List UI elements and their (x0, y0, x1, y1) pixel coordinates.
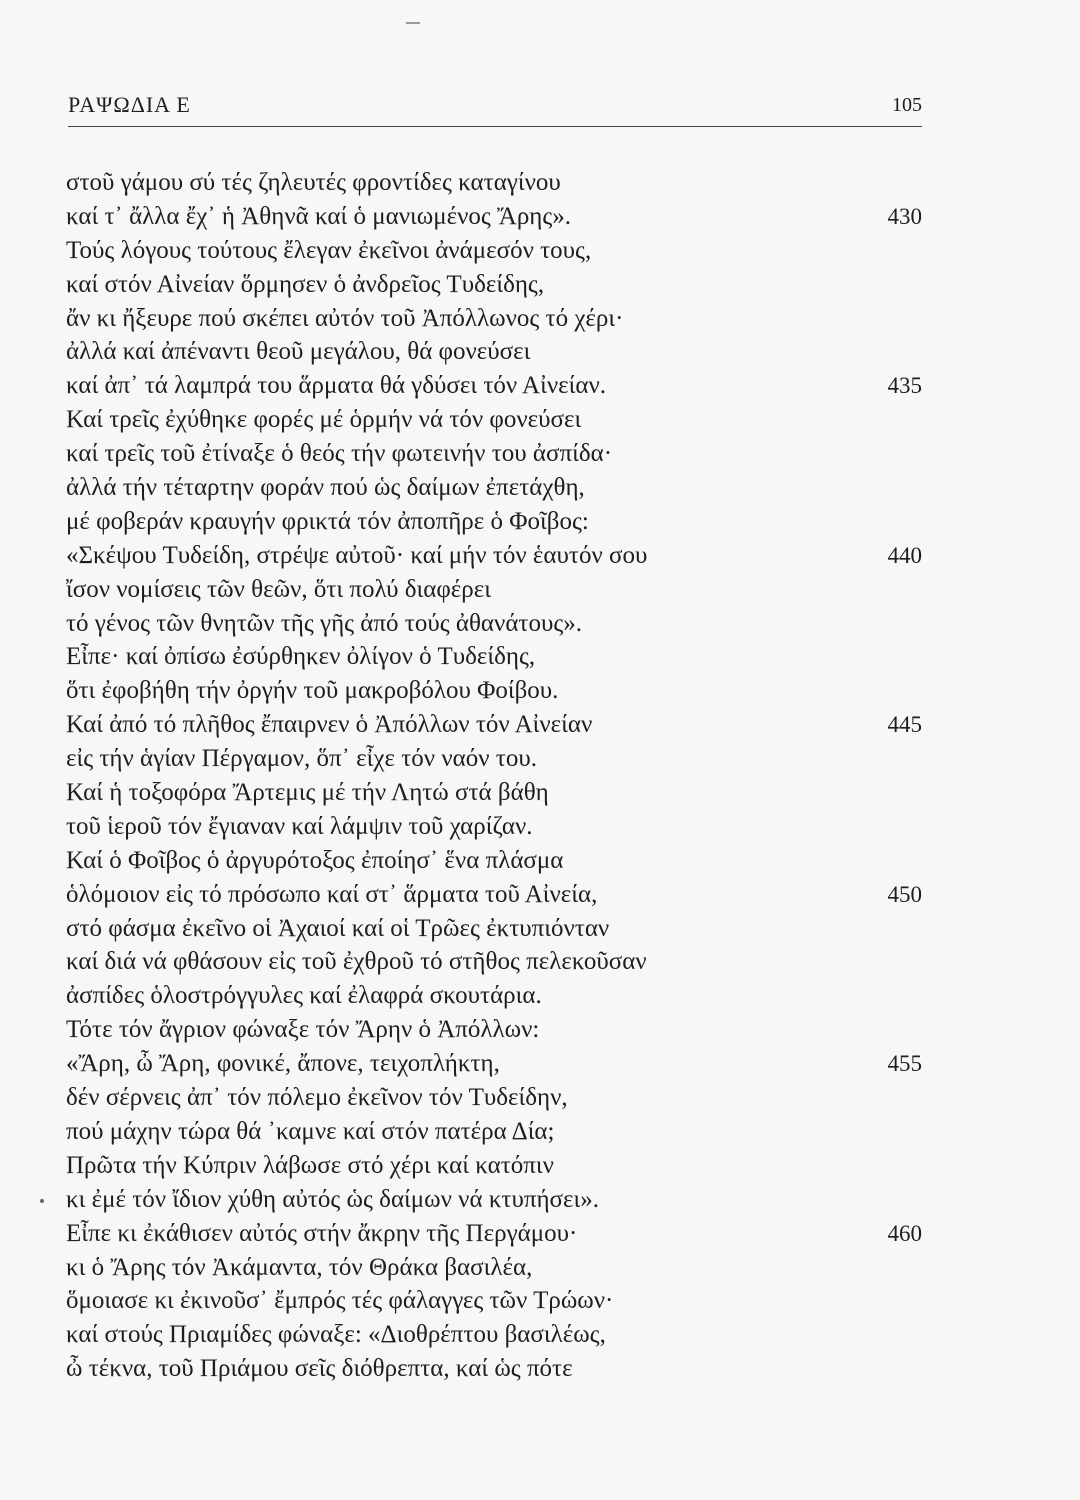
verse-text: Καί ἀπό τό πλῆθος ἔπαιρνεν ὁ Ἀπόλλων τόν Αἰνείαν (66, 711, 593, 739)
verse-line (66, 708, 926, 742)
verse-text: Τούς λόγους τούτους ἔλεγαν ἐκεῖνοι ἀνάμεσόν τους, (66, 236, 592, 264)
line-number: 450 (887, 881, 922, 907)
verse-line (66, 1183, 926, 1217)
verse-line (66, 403, 926, 437)
verse-line (66, 1047, 926, 1081)
page-speck (406, 22, 420, 24)
verse-text: εἰς τήν ἁγίαν Πέργαμον, ὅπ᾽ εἶχε τόν ναόν του. (66, 745, 537, 773)
verse-line (66, 234, 926, 268)
verse-text: καί στόν Αἰνείαν ὅρμησεν ὁ ἀνδρεῖος Τυδείδης, (66, 270, 545, 298)
verse-text: καί τρεῖς τοῦ ἐτίναξε ὁ θεός τήν φωτεινήν του ἀσπίδα· (66, 440, 613, 468)
verse-line (66, 640, 926, 674)
verse-text: τό γένος τῶν θνητῶν τῆς γῆς ἀπό τούς ἀθανάτους». (66, 609, 582, 637)
verse-line (66, 1251, 926, 1285)
line-number: 435 (887, 373, 922, 399)
page-number: 105 (892, 94, 922, 116)
verse-line (66, 1217, 926, 1251)
margin-dot (40, 1199, 44, 1203)
verse-text: ὁλόμοιον εἰς τό πρόσωπο καί στ᾽ ἅρματα τοῦ Αἰνεία, (66, 880, 598, 908)
verse-line (66, 776, 926, 810)
verse-line (66, 200, 926, 234)
verse-text: στό φάσμα ἐκεῖνο οἱ Ἀχαιοί καί οἱ Τρῶες ἐκτυπιόνταν (66, 914, 610, 942)
verse-text: ἄν κι ἤξευρε πού σκέπει αὐτόν τοῦ Ἀπόλλωνος τό χέρι· (66, 304, 624, 332)
verse-text: ἴσον νομίσεις τῶν θεῶν, ὅτι πολύ διαφέρει (66, 575, 491, 603)
verse-text: δέν σέρνεις ἀπ᾽ τόν πόλεμο ἐκεῖνον τόν Τυδείδην, (66, 1084, 568, 1112)
verse-text: «Σκέψου Τυδείδη, στρέψε αὐτοῦ· καί μήν τόν ἑαυτόν σου (66, 541, 648, 569)
line-number: 440 (887, 542, 922, 568)
line-number: 460 (887, 1220, 922, 1246)
chapter-title: ΡΑΨΩΔΙΑ Ε (68, 92, 191, 117)
verse-line (66, 1013, 926, 1047)
verse-text: μέ φοβεράν κραυγήν φρικτά τόν ἀποπῆρε ὁ Φοῖβος: (66, 507, 589, 535)
verse-line (66, 1318, 926, 1352)
verse-text: κι ὁ Ἄρης τόν Ἀκάμαντα, τόν Θράκα βασιλέα, (66, 1253, 533, 1281)
verse-text: Καί τρεῖς ἐχύθηκε φορές μέ ὁρμήν νά τόν φονεύσει (66, 406, 582, 434)
verse-text: πού μάχην τώρα θά ᾽καμνε καί στόν πατέρα Δία; (66, 1117, 555, 1145)
verse-text: Εἶπε κι ἐκάθισεν αὐτός στήν ἄκρην τῆς Περγάμου· (66, 1219, 578, 1247)
verse-line (66, 166, 926, 200)
verse-line (66, 844, 926, 878)
verse-line (66, 471, 926, 505)
verse-block (66, 166, 926, 1386)
verse-line (66, 268, 926, 302)
verse-text: Εἶπε· καί ὀπίσω ἐσύρθηκεν ὀλίγον ὁ Τυδείδης, (66, 643, 536, 671)
verse-text: Καί ὁ Φοῖβος ὁ ἀργυρότοξος ἐποίησ᾽ ἕνα πλάσμα (66, 846, 564, 874)
verse-text: τοῦ ἱεροῦ τόν ἔγιαναν καί λάμψιν τοῦ χαρίζαν. (66, 812, 533, 840)
verse-text: καί στούς Πριαμίδες φώναξε: «Διοθρέπτου βασιλέως, (66, 1321, 606, 1349)
verse-line (66, 912, 926, 946)
verse-line (66, 1352, 926, 1386)
running-header (68, 92, 922, 127)
verse-line (66, 945, 926, 979)
verse-line (66, 1115, 926, 1149)
verse-text: καί ἀπ᾽ τά λαμπρά του ἅρματα θά γδύσει τόν Αἰνείαν. (66, 372, 607, 400)
verse-text: Τότε τόν ἄγριον φώναξε τόν Ἄρην ὁ Ἀπόλλων: (66, 1016, 540, 1044)
verse-line (66, 607, 926, 641)
verse-text: κι ἐμέ τόν ἴδιον χύθη αὐτός ὡς δαίμων νά κτυπήσει». (66, 1185, 599, 1213)
verse-line (66, 979, 926, 1013)
verse-text: στοῦ γάμου σύ τές ζηλευτές φροντίδες καταγίνου (66, 169, 561, 196)
verse-line (66, 335, 926, 369)
verse-line (66, 302, 926, 336)
verse-text: καί τ᾽ ἄλλα ἔχ᾽ ἡ Ἀθηνᾶ καί ὁ μανιωμένος Ἄρης». (66, 202, 572, 230)
line-number: 455 (887, 1051, 922, 1077)
verse-text: «Ἄρη, ὦ Ἄρη, φονικέ, ἄπονε, τειχοπλήκτη, (66, 1050, 500, 1078)
verse-line (66, 573, 926, 607)
line-number: 430 (887, 203, 922, 229)
verse-text: ὅτι ἐφοβήθη τήν ὀργήν τοῦ μακροβόλου Φοίβου. (66, 677, 559, 705)
verse-text: Πρῶτα τήν Κύπριν λάβωσε στό χέρι καί κατόπιν (66, 1151, 554, 1179)
verse-text: Καί ἡ τοξοφόρα Ἄρτεμις μέ τήν Λητώ στά βάθη (66, 779, 549, 807)
verse-text: καί διά νά φθάσουν εἰς τοῦ ἐχθροῦ τό στῆθος πελεκοῦσαν (66, 948, 647, 976)
verse-line (66, 437, 926, 471)
verse-line (66, 878, 926, 912)
verse-text: ἀλλά καί ἀπέναντι θεοῦ μεγάλου, θά φονεύσει (66, 338, 531, 366)
verse-text: ἀσπίδες ὁλοστρόγγυλες καί ἐλαφρά σκουτάρια. (66, 982, 542, 1010)
verse-text: ἀλλά τήν τέταρτην φοράν πού ὡς δαίμων ἐπετάχθη, (66, 474, 585, 502)
verse-line (66, 1284, 926, 1318)
line-number: 445 (887, 712, 922, 738)
verse-line (66, 1081, 926, 1115)
verse-line (66, 539, 926, 573)
verse-line (66, 505, 926, 539)
verse-line (66, 674, 926, 708)
verse-text: ὦ τέκνα, τοῦ Πριάμου σεῖς διόθρεπτα, καί ὡς πότε (66, 1355, 573, 1383)
verse-line (66, 810, 926, 844)
verse-line (66, 1149, 926, 1183)
verse-text: ὅμοιασε κι ἐκινοῦσ᾽ ἔμπρός τές φάλαγγες τῶν Τρώων· (66, 1287, 614, 1315)
verse-line (66, 369, 926, 403)
verse-line (66, 742, 926, 776)
